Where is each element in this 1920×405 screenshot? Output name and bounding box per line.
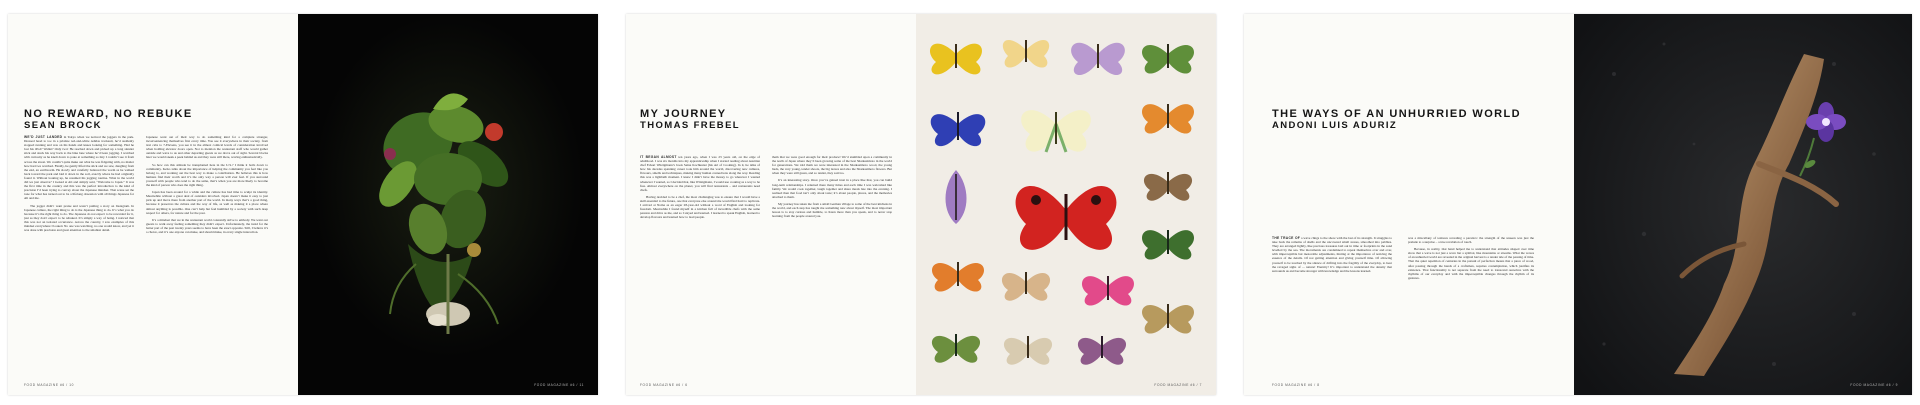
butterfly-icon: [932, 334, 980, 363]
article-title: MY JOURNEY: [640, 108, 727, 120]
body-column-1: [640, 155, 760, 375]
butterfly-icon: [932, 262, 984, 292]
page-number: FOOD MAGAZINE #6 / 8: [1272, 383, 1320, 387]
body-paragraph: Japan has been around for a while and the culture has had time to sculpt its identity. Meanwhile without a great deal of outsiders involved. Japan doesn’t make it easy to just pick up and move there from another part of the world. In many ways that’s a good thing, because it preserves the culture and the way of life, as well as making it a place where almost anything is possible. One can’t help but feel humbled by a society with such deep respect for others, for nature and for the past.: [146, 190, 268, 215]
butterfly-icon: [1004, 336, 1052, 365]
butterfly-icon: [1002, 272, 1050, 301]
article-author: SEAN BROCK: [24, 120, 102, 132]
butterfly-icon: [1142, 104, 1194, 134]
butterfly-icon: [1142, 230, 1194, 260]
photo-page-driftwood-flower: [1574, 14, 1912, 395]
page-number: FOOD MAGAZINE #6 / 6: [640, 383, 688, 387]
butterfly-icon: [1071, 43, 1125, 75]
body-column-2: [772, 155, 892, 375]
body-paragraph: WE’D JUST LANDED in Tokyo when we noticed the joggers in the park. Dressed head to toe in a pristine red-and-white Adidas tracksuit, he’d suddenly stopped running and was on his hands and knees looking for something. Had he lost his iPod? Wallet? Only two! He reached down and picked up a long slender stick and stuck his way back to the bike lane where he’d been jogging. I watched with curiosity as he knelt down to poke at something so tiny I couldn’t see it from across the street. We couldn’t quite make out what he was fidgeting with, no matter how hard we watched. Finally, he gently lifted the stick and we saw, dangling from the end, an earthworm. He slowly and carefully balanced the worm as he walked back toward the park and laid it down in the soil, exactly where he had originally found it. Without looking up, he resumed his jogging routine. What in the world did we just observe? I looked at Ali and simply said, “Welcome to Japan.” It was the first time in the country and this was the perfect introduction to the kind of precision I’d been trying to convey about the Japanese mindset. That scene set the tone for what has turned out to be a lifelong obsession with all things Japanese for Ali and me.: [24, 135, 134, 201]
butterfly-specimen-grid: [916, 14, 1216, 395]
photo-page-plant-sculpture: [298, 14, 598, 395]
butterfly-icon: [1003, 40, 1049, 68]
article-title: THE WAYS OF AN UNHURRIED WORLD: [1272, 108, 1521, 120]
body-paragraph: Japanese went out of their way to do something kind for a complete stranger, inconveniencing themselves first every time. You see it everywhere in their society, from taxi cabs to 7-Elevens, you see it in the almost comical levels of consideration involved when holding elevator doors open. Not to mention the restaurant staff who would gather outside and wave to us and other departing guests as we drove out of sight. Several blocks later we would sneak a peek behind us and they were still there, waving enthusiastically.: [146, 135, 268, 160]
body-paragraph: was a miscellany of textures revealing a paradox: the strength of the unseen was just the prelude to a surprise – a true revelation of touch.: [1408, 236, 1534, 245]
spread-ways-of-an-unhurried-world: [1244, 14, 1912, 395]
page-number: FOOD MAGAZINE #6 / 7: [1154, 383, 1202, 387]
text-page-left: [1244, 14, 1574, 395]
body-paragraph: It’s an interesting story. Once you’ve gained trust in a place like that, you can build long-term relationships. I returned there many times and each time I was welcomed like family. We would cook together, laugh together and share meals late into the evening. I realised then that food isn’t only about taste; it’s about people, places, and the memories attached to them.: [772, 178, 892, 199]
text-page-left: [626, 14, 916, 395]
article-title-block: [640, 108, 740, 132]
butterfly-icon: [931, 112, 986, 146]
body-paragraph: IT BEGAN ALMOST ten years ago, when I was 23 years old, on the edge of adulthood. I was six months into my apprenticeship when I started reading about Austrian chef Eckart Witzigmann’s book Seine Kochkunst (his Art of Cooking). In it, he talks of how his decades spanning career took him around the world, discovering new cultures, flavours, smells and techniques, making many human connections along the way. Reading this was a lightbulb moment. I knew I didn’t have the money to go wherever I wanted whenever I wanted, so I decided that, like Witzigmann, I would use cooking as a way to be free. Almost everywhere on the planet, you will find restaurants – and restaurants need chefs.: [640, 155, 760, 192]
body-paragraph: Because, in reality, that hand helped me to understand that attitudes shaped over time show that a wave is not just a wave but a symbol, like mountains or streams. What the waves of an unhurried world are revealed in the original harvest is a tender tale of the passing of time. That the quiet repetition of centuries in the pursuit of perfection means that a piece of wood, after passing through the hands of a craftsman, requires contemplation, which justifies its existence. That functionality is not separate from the need to transcend ourselves with the rhythms of our everyday and with the imperceptible changes through the rhythm of its gestures.: [1408, 247, 1534, 280]
article-author: THOMAS FREBEL: [640, 120, 741, 132]
article-title-block: [24, 108, 193, 132]
article-author: ANDONI LUIS ADURIZ: [1272, 120, 1398, 132]
butterfly-icon: [930, 44, 982, 75]
page-number: FOOD MAGAZINE #6 / 10: [24, 383, 74, 387]
butterfly-icon: [1142, 304, 1194, 334]
spread-no-reward-no-rebuke: [8, 14, 598, 395]
body-paragraph: So how can this attitude be transplanted here in the U.S.? I think it boils down to community. Kelso talks about the importance of helping the community you feel like you belong to, and working out the best way to make a contribution. He believes this is how humans find their worth and it’s the only way a person will ever feel. If you surround yourself with people who tend to do the same, that’s when you are more likely to become the kind of person who does the right thing.: [146, 162, 268, 188]
body-paragraph: My journey has taken me from a small German village to some of the best kitchens in the world, and each step has taught me something new about myself. The most important lesson is to stay curious and humble, to listen more than you speak, and to never stop learning from the people around you.: [772, 201, 892, 219]
driftwood-flower-photo: [1574, 14, 1912, 395]
page-number: FOOD MAGAZINE #6 / 9: [1850, 383, 1898, 387]
article-title: NO REWARD, NO REBUKE: [24, 108, 193, 120]
butterfly-icon: [1082, 276, 1134, 306]
specimen-page-butterflies: [916, 14, 1216, 395]
butterfly-icon: [1078, 336, 1126, 365]
body-column-1: [1272, 236, 1392, 386]
lead-in: IT BEGAN ALMOST: [640, 155, 677, 159]
body-paragraph: Having decided to be a chef, the most challenging was to ensure that I would have a skill essential to the future, one that everyone else around me would find hard to replicate. I arrived at Noma as an eager 28-year-old without a word of English and looking for freedom. Meanwhile I found myself in a kitchen full of incredible chefs with the same passion and drive as me, and so I stayed and learned. I learned to speak English, learned to develop flavours and learned how to lead people.: [640, 194, 760, 220]
body-column-2: [1408, 236, 1534, 386]
spread-my-journey: [626, 14, 1216, 395]
body-column-2: [146, 135, 268, 375]
article-title-block: [1272, 108, 1521, 132]
butterfly-icon: [1016, 186, 1117, 250]
page-number: FOOD MAGAZINE #6 / 11: [534, 383, 584, 387]
text-page-left: [8, 14, 298, 395]
lead-in: THE TRACE OF: [1272, 236, 1301, 240]
butterfly-icon: [1021, 110, 1091, 152]
butterfly-icon: [946, 170, 967, 224]
body-paragraph: It’s a mindset that we in the restaurant world constantly strive to embody. We want our guests to walk away feeling something they didn’t expect. Unfortunately, the trend for the better part of the past twenty years seems to have been the exact opposite. Still, I believe it’s a choice, and it’s one anyone can make, and should make, in every single interaction.: [146, 217, 268, 234]
body-paragraph: them that we were good enough for their produce! We’d stumbled upon a community in the north of Japan where they’d been growing some of the best Sharkasimoto in the world for generations. We told them we were interested in the Sharkasimoto wood, the young buds, the very young, tender shoots, the big leaves and also the Sharkasimoto flowers. But when they were still green, and so tender, they said no.: [772, 155, 892, 176]
lead-in: WE’D JUST LANDED: [24, 135, 63, 139]
body-column-1: [24, 135, 134, 375]
body-paragraph: The jogger didn’t want praise and wasn’t putting a story on Instagram. In Japanese culture, the right thing to do is the Japanese thing to do. It’s what you do because it’s the right thing to do. The Japanese do not expect to be rewarded for it, just as they don’t expect to be rebuked. It’s simply a way of being. I noticed that this was not an isolated occurrence. Across the country, I saw examples of this mindset everywhere I looked. No one was watching, no one would know, and yet it was done with precision and great attention to the smallest detail.: [24, 203, 134, 233]
butterfly-icon: [1142, 44, 1194, 74]
body-paragraph: THE TRACE OF a wave clings to the shore with the last of its strength. It struggles to take back the remains of shells and the uncovered small stones, smoothed into pebbles. They are arranged lightly, like precious treasures laid out in time or footprints in the sand levelled by the sea. The movements are condemned to repeat themselves over and over, with imperceptible but inexorable adjustments, hinting at the importance of noticing the essence of the details. Of not getting attention and giving yourself time. Of allowing yourself to be touched by the silence of drifting into the fragility of the everyday, to hear the ravaged sighs of ... nature! Eternity! It’s important to understand the density that surrounds us and become stronger with knowledge and the lessons learned.: [1272, 236, 1392, 273]
plant-sculpture-photo: [298, 14, 598, 395]
butterfly-icon: [1144, 172, 1192, 201]
